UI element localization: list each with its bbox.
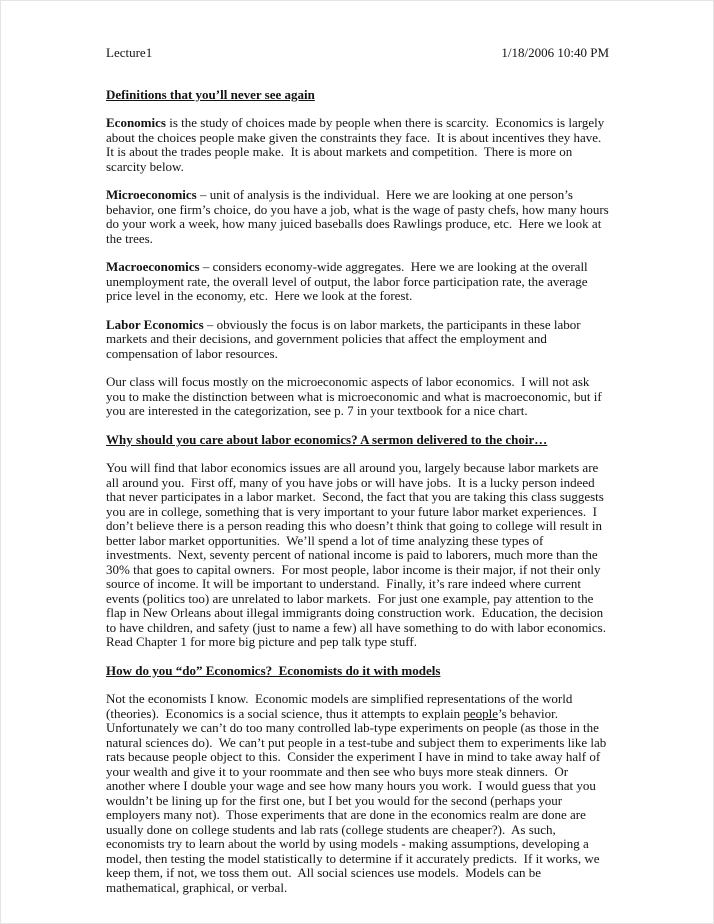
paragraph-labor-economics-text: – obviously the focus is on labor markets, the participants in these labor markets and their decisions, and government policies that affect the employment and compensation of labor resources. [106,316,584,361]
page-header [106,46,609,61]
section-heading-definitions: Definitions that you’ll never see again [106,86,315,102]
term-economics: Economics [106,115,166,130]
term-microeconomics: Microeconomics [106,187,197,202]
header-document-title: Lecture1 [106,45,153,60]
section-heading-models: How do you “do” Economics? Economists do it with models [106,662,441,678]
paragraph-models-before: Not the economists I know. Economic models are simplified representations of the world (theories). Economics is a social science, thus it attempts to explain [106,691,576,721]
document-body [106,86,613,896]
paragraph-models [106,692,609,895]
paragraph-microeconomics [106,187,612,246]
paragraph-class-focus: Our class will focus mostly on the microeconomic aspects of labor economics. I will not ask you to make the distinction between what is microeconomic and what is macroeconomic, but if you are interested in the categorization, see p. 7 in your textbook for a nice chart. [106,374,605,418]
section-heading-sermon: Why should you care about labor economics? A sermon delivered to the choir… [106,431,548,447]
term-macroeconomics: Macroeconomics [106,259,200,274]
paragraph-models-after: ’s behavior. Unfortunately we can’t do too many controlled lab-type experiments on people (as those in the natural sciences do). We can’t put people in a test-tube and subject them to experiments like lab rats because people object to this. Consider the experiment I have in mind to take away half of your wealth and give it to your roommate and then see who buys more steak dinners. Or another where I double your wage and see how many hours you work. I would guess that you wouldn’t be lining up for the first one, but I bet you would for the second (perhaps your employers many not). Those experiments that are done in the economics realm are done are usually done on college students and lab rats (college students are cheaper?). As such, economists try to learn about the world by using models - making assumptions, developing a model, then testing the model statistically to determine if it accurately predicts. If it works, we keep them, if not, we toss them out. All social sciences use models. Models can be mathematical, graphical, or verbal. [106,705,610,895]
underlined-word-people: people [463,705,499,721]
paragraph-macroeconomics-text: – considers economy-wide aggregates. Here we are looking at the overall unemployment rate, the overall level of output, the labor force participation rate, the average price level in the economy, etc. Here we look at the forest. [106,259,591,303]
paragraph-labor-economics [106,318,609,362]
paragraph-economics-text: is the study of choices made by people when there is scarcity. Economics is largely about the choices people make given the constraints they face. It is about incentives they have. It is about the trades people make. It is about markets and competition. There is more on scarcity below. [106,115,608,174]
paragraph-macroeconomics [106,260,609,304]
paragraph-sermon: You will find that labor economics issues are all around you, largely because labor markets are all around you. First off, many of you have jobs or will have jobs. It is a lucky person indeed that never participates in a labor market. Second, the fact that you are taking this class suggests you are in college, something that is very important to your future labor market experiences. I don’t believe there is a person reading this who doesn’t think that going to college will result in better labor market opportunities. We’ll spend a lot of time analyzing these types of investments. Next, seventy percent of national income is paid to laborers, much more than the 30% that goes to capital owners. For most people, labor income is their major, if not their only source of income. It will be important to understand. Finally, it’s rare indeed where current events (politics too) are unrelated to labor markets. For just one example, pay attention to the flap in New Orleans about illegal immigrants doing construction work. Education, the decision to have children, and safety (just to name a few) all have something to do with labor economics. Read Chapter 1 for more big picture and pep talk type stuff. [106,460,613,649]
paragraph-economics [106,116,609,174]
paragraph-microeconomics-text: – unit of analysis is the individual. Here we are looking at one person’s behavior, one firm’s choice, do you have a job, what is the wage of pasty chefs, how many hours do your work a week, how many juiced baseballs does Rawlings produce, etc. Here we look at the trees. [106,187,612,246]
header-timestamp: 1/18/2006 10:40 PM [501,45,609,60]
term-labor-economics: Labor Economics [106,316,204,332]
